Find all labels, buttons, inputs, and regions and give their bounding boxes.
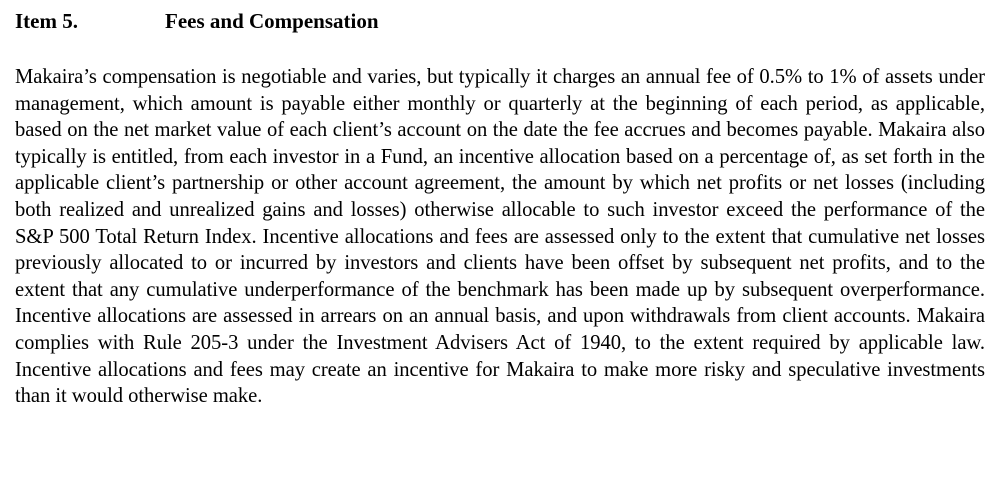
fees-paragraph: Makaira’s compensation is negotiable and varies, but typically it charges an annual fee of 0.5% to 1% of assets under management, which amount is payable either monthly or quarterly at the beginning of each period, as applicable, based on the net market value of each client’s account on the date the fee accrues and becomes payable. Makaira also typically is entitled, from each investor in a Fund, an incentive allocation based on a percentage of, as set forth in the applicable client’s partnership or other account agreement, the amount by which net profits or net losses (including both realized and unrealized gains and losses) otherwise allocable to such investor exceed the performance of the S&P 500 Total Return Index. Incentive allocations and fees are assessed only to the extent that cumulative net losses previously allocated to or incurred by investors and clients have been offset by subsequent net profits, and to the extent that any cumulative underperformance of the benchmark has been made up by subsequent overperformance. Incentive allocations are assessed in arrears on an annual basis, and upon withdrawals from client accounts. Makaira complies with Rule 205-3 under the Investment Advisers Act of 1940, to the extent required by applicable law. Incentive allocations and fees may create an incentive for Makaira to make more risky and speculative investments than it would otherwise make. [15, 66, 985, 408]
section-heading [15, 0, 985, 33]
document-page [15, 0, 985, 430]
item-number: Item 5. [15, 9, 78, 33]
section-title: Fees and Compensation [165, 9, 379, 33]
